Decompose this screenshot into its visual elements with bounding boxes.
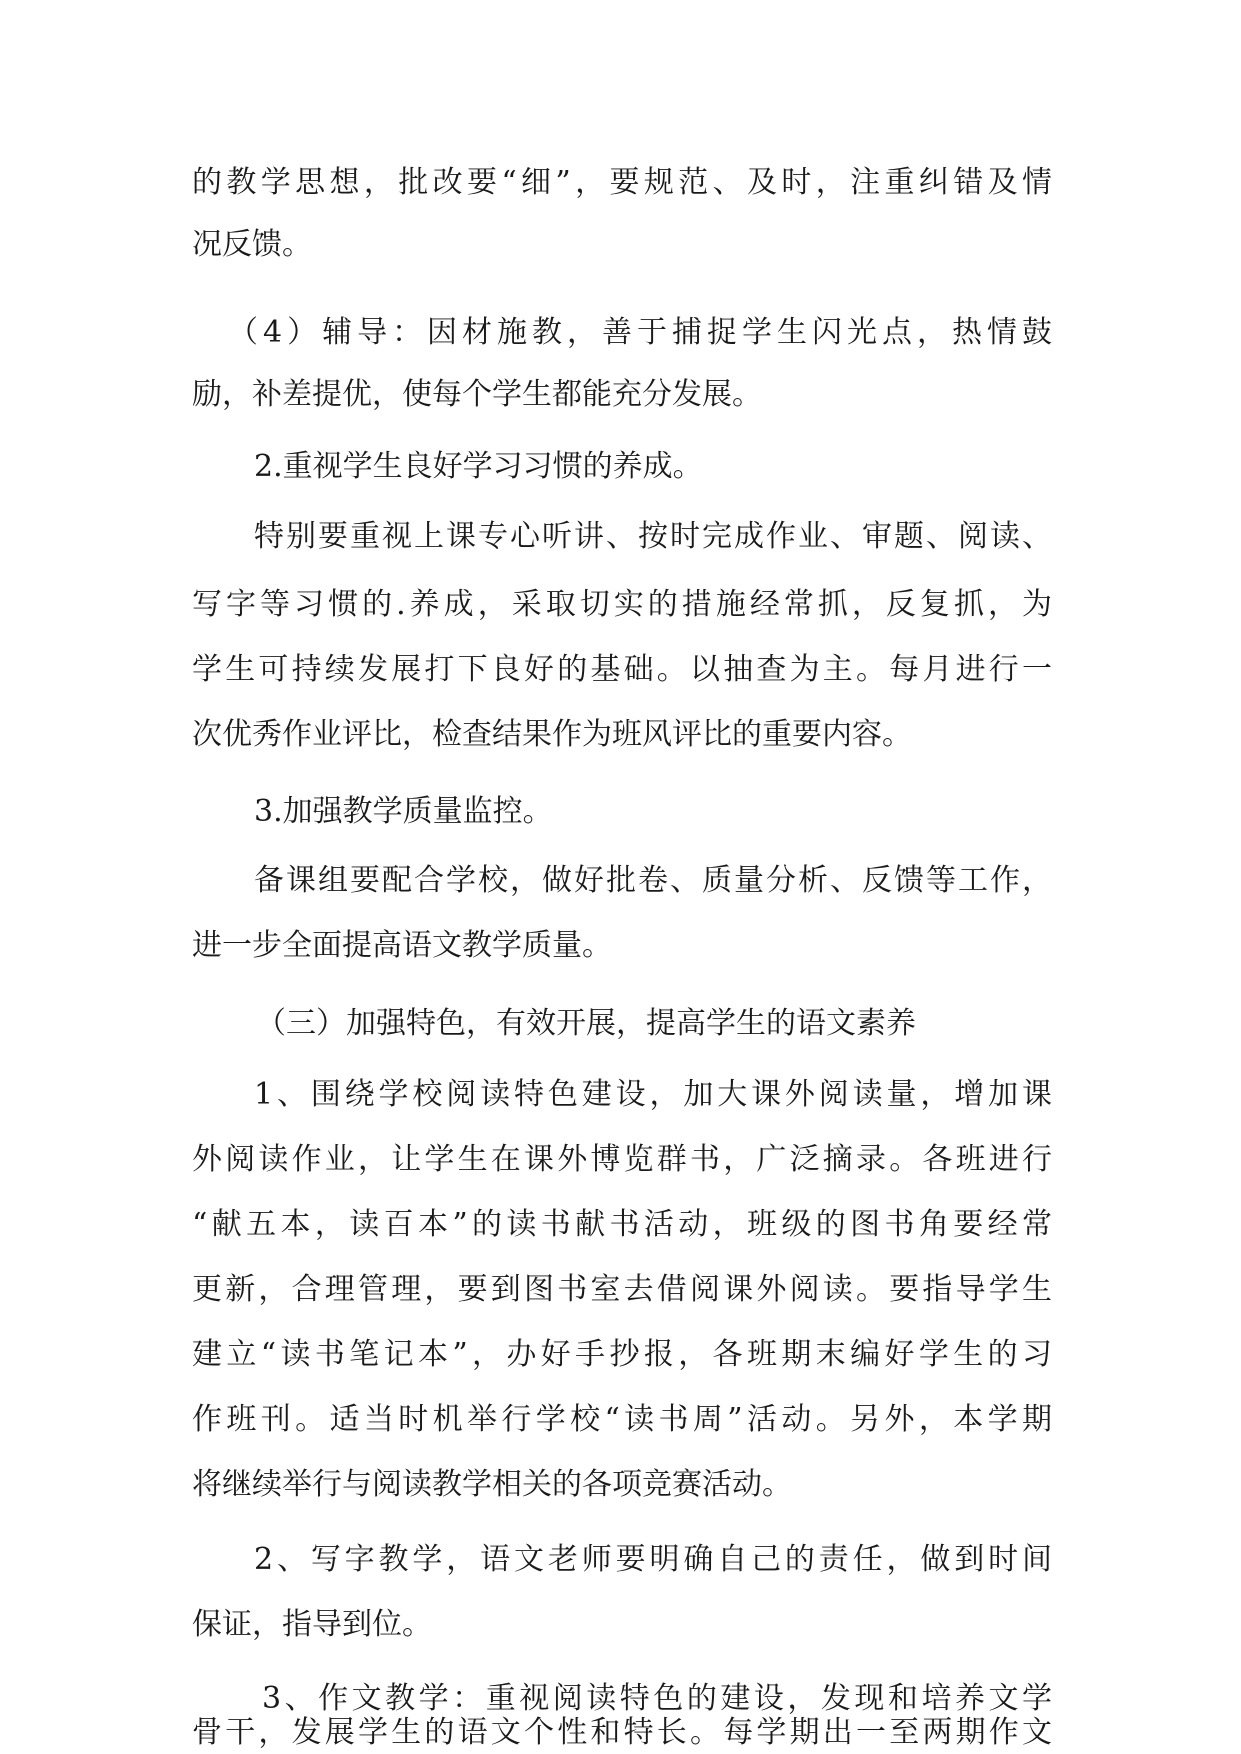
text-line: 1、围绕学校阅读特色建设，加大课外阅读量，增加课 <box>254 1077 1052 1112</box>
text-line: 学生可持续发展打下良好的基础。以抽查为主。每月进行一 <box>192 652 1052 687</box>
text-line: 特别要重视上课专心听讲、按时完成作业、审题、阅读、 <box>254 519 1052 554</box>
text-line: 作班刊。适当时机举行学校“读书周”活动。另外，本学期 <box>192 1402 1052 1437</box>
text-line: 进一步全面提高语文教学质量。 <box>192 928 612 963</box>
text-line: 3.加强教学质量监控。 <box>254 794 553 829</box>
section-heading: （三）加强特色，有效开展，提高学生的语文素养 <box>256 1006 916 1041</box>
text-line: （4）辅导：因材施教，善于捕捉学生闪光点，热情鼓 <box>228 315 1052 350</box>
text-line: 骨干，发展学生的语文个性和特长。每学期出一至两期作文 <box>192 1715 1052 1750</box>
text-line: 保证，指导到位。 <box>192 1607 432 1642</box>
text-line: 况反馈。 <box>192 227 312 262</box>
text-line: 写字等习惯的.养成，采取切实的措施经常抓，反复抓，为 <box>192 587 1052 622</box>
text-line: 的教学思想，批改要“细”，要规范、及时，注重纠错及情 <box>192 165 1052 200</box>
text-line: 3、作文教学：重视阅读特色的建设，发现和培养文学 <box>262 1681 1052 1716</box>
text-line: 建立“读书笔记本”，办好手抄报，各班期末编好学生的习 <box>192 1337 1052 1372</box>
text-line: 励，补差提优，使每个学生都能充分发展。 <box>192 377 762 412</box>
text-line: 更新，合理管理，要到图书室去借阅课外阅读。要指导学生 <box>192 1272 1052 1307</box>
text-line: 2.重视学生良好学习习惯的养成。 <box>254 449 703 484</box>
text-line: 次优秀作业评比，检查结果作为班风评比的重要内容。 <box>192 717 912 752</box>
text-line: 外阅读作业，让学生在课外博览群书，广泛摘录。各班进行 <box>192 1142 1052 1177</box>
text-line: “献五本，读百本”的读书献书活动，班级的图书角要经常 <box>192 1207 1052 1242</box>
text-line: 2、写字教学，语文老师要明确自己的责任，做到时间 <box>254 1542 1052 1577</box>
text-line: 将继续举行与阅读教学相关的各项竞赛活动。 <box>192 1467 792 1502</box>
text-line: 备课组要配合学校，做好批卷、质量分析、反馈等工作， <box>254 863 1052 898</box>
